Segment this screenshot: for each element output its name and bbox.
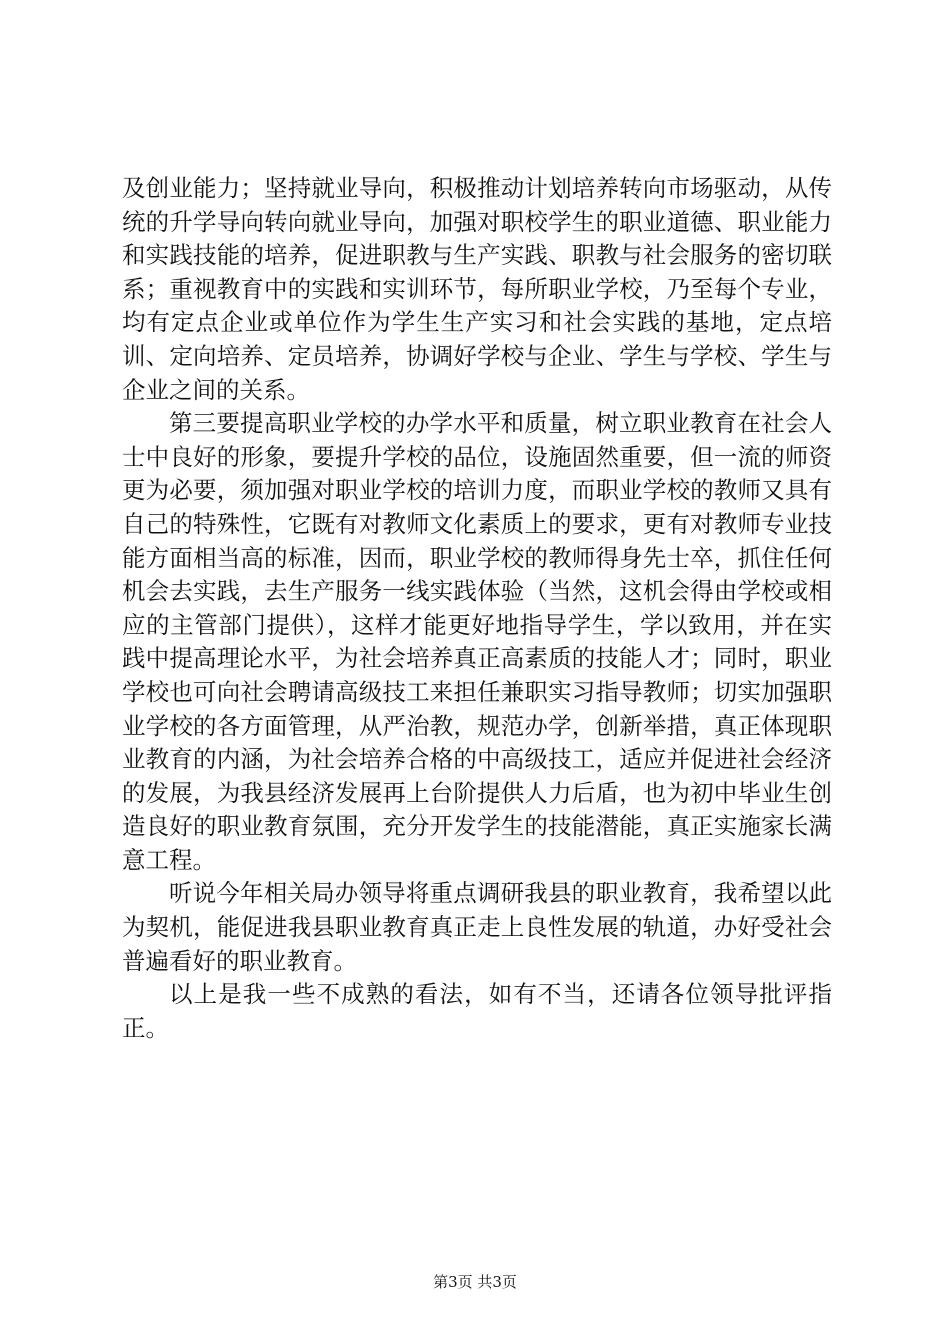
- document-body: [122, 172, 832, 1045]
- paragraph-continued: 及创业能力；坚持就业导向，积极推动计划培养转向市场驱动，从传统的升学导向转向就业导向，加强对职校学生的职业道德、职业能力和实践技能的培养，促进职教与生产实践、职教与社会服务的密切联系；重视教育中的实践和实训环节，每所职业学校，乃至每个专业，均有定点企业或单位作为学生生产实习和社会实践的基地，定点培训、定向培养、定员培养，协调好学校与企业、学生与学校、学生与企业之间的关系。: [122, 174, 832, 404]
- page-footer: 第3页 共3页: [433, 1273, 517, 1291]
- paragraph-closing: 以上是我一些不成熟的看法，如有不当，还请各位领导批评指正。: [122, 980, 832, 1042]
- paragraph-research-opportunity: 听说今年相关局办领导将重点调研我县的职业教育，我希望以此为契机，能促进我县职业教育真正走上良性发展的轨道，办好受社会普遍看好的职业教育。: [122, 879, 832, 975]
- paragraph-third-point: 第三要提高职业学校的办学水平和质量，树立职业教育在社会人士中良好的形象，要提升学校的品位，设施固然重要，但一流的师资更为必要，须加强对职业学校的培训力度，而职业学校的教师又具有自己的特殊性，它既有对教师文化素质上的要求，更有对教师专业技能方面相当高的标准，因而，职业学校的教师得身先士卒，抓住任何机会去实践，去生产服务一线实践体验（当然，这机会得由学校或相应的主管部门提供），这样才能更好地指导学生，学以致用，并在实践中提高理论水平，为社会培养真正高素质的技能人才；同时，职业学校也可向社会聘请高级技工来担任兼职实习指导教师；切实加强职业学校的各方面管理，从严治教，规范办学，创新举措，真正体现职业教育的内涵，为社会培养合格的中高级技工，适应并促进社会经济的发展，为我县经济发展再上台阶提供人力后盾，也为初中毕业生创造良好的职业教育氛围，充分开发学生的技能潜能，真正实施家长满意工程。: [122, 409, 832, 874]
